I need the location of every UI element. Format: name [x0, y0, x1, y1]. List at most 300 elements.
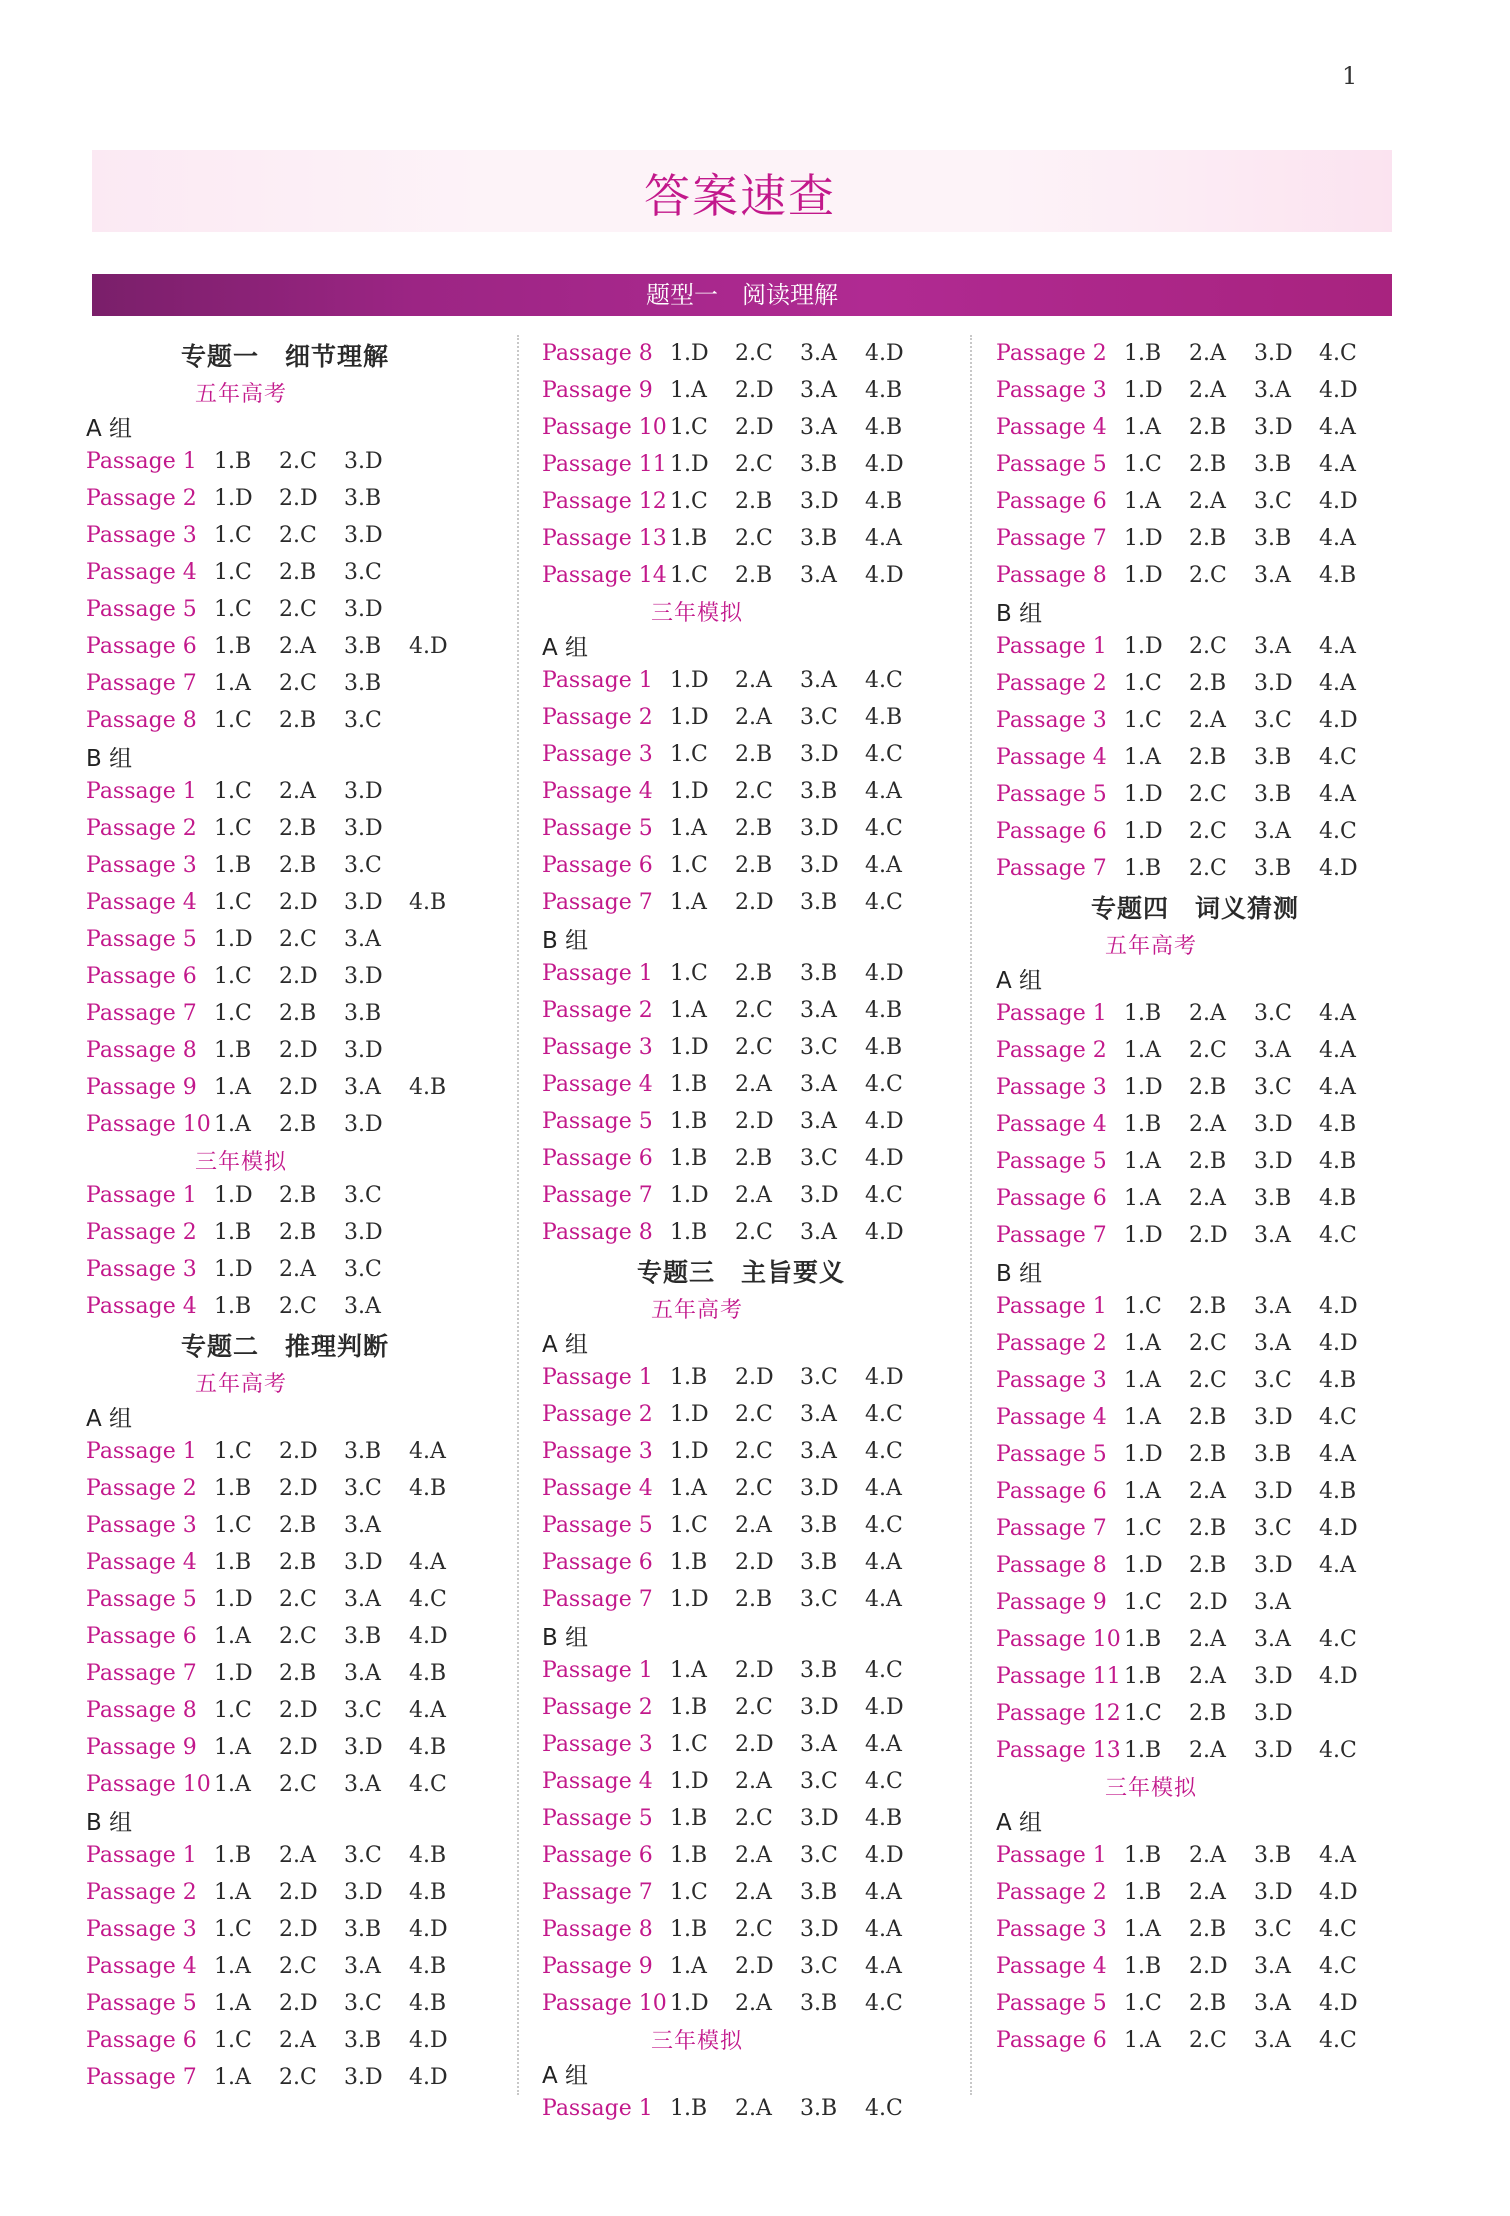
answer: 1.C	[670, 1513, 708, 1538]
answer-row	[996, 1837, 1416, 1874]
answer: 2.C	[735, 779, 773, 804]
passage-name: Passage 6	[996, 2028, 1107, 2053]
answer: 1.C	[214, 1513, 252, 1538]
answer: 1.C	[214, 2028, 252, 2053]
answer: 3.C	[800, 1769, 838, 1794]
answer-row	[86, 1288, 506, 1325]
answer: 3.D	[1254, 1112, 1293, 1137]
answer-row	[996, 1106, 1416, 1143]
answer: 1.C	[1124, 1991, 1162, 2016]
passage-name: Passage 3	[542, 742, 653, 767]
answer-row	[542, 1652, 962, 1689]
answer-row	[996, 1325, 1416, 1362]
answer: 2.D	[735, 1109, 774, 1134]
answer: 3.A	[344, 1294, 381, 1319]
answer: 1.C	[214, 1001, 252, 1026]
column-divider	[970, 335, 972, 2095]
group-label: A 组	[996, 967, 1043, 994]
answer: 2.A	[1189, 1186, 1226, 1211]
answer-row	[86, 921, 506, 958]
passage-name: Passage 9	[86, 1735, 197, 1760]
answer: 2.B	[1189, 526, 1227, 551]
answer: 1.C	[214, 560, 252, 585]
answer: 1.B	[670, 1072, 708, 1097]
answer: 3.A	[1254, 1590, 1291, 1615]
answer: 4.C	[865, 1658, 903, 1683]
answer: 3.A	[1254, 1627, 1291, 1652]
answer: 4.A	[409, 1550, 446, 1575]
answer-row	[542, 699, 962, 736]
answer: 1.C	[670, 742, 708, 767]
answer: 4.B	[409, 1735, 447, 1760]
answer: 3.D	[1254, 1880, 1293, 1905]
answer: 2.B	[735, 1587, 773, 1612]
passage-name: Passage 6	[86, 2028, 197, 2053]
answer: 3.C	[344, 708, 382, 733]
answer: 3.B	[344, 1624, 382, 1649]
passage-name: Passage 6	[86, 964, 197, 989]
answer-row	[86, 1618, 506, 1655]
passage-name: Passage 4	[86, 560, 197, 585]
answer: 2.C	[1189, 2028, 1227, 2053]
answer: 3.A	[1254, 634, 1291, 659]
answer-row	[996, 1436, 1416, 1473]
answer: 2.C	[279, 1587, 317, 1612]
answer: 1.A	[214, 1075, 251, 1100]
answer: 2.D	[279, 486, 318, 511]
answer: 4.C	[865, 1991, 903, 2016]
answer: 4.D	[865, 1843, 904, 1868]
answer: 1.A	[1124, 489, 1161, 514]
passage-name: Passage 1	[86, 1439, 197, 1464]
passage-name: Passage 5	[542, 1513, 653, 1538]
answer: 4.A	[1319, 634, 1356, 659]
answer: 3.A	[800, 378, 837, 403]
answer: 2.D	[735, 415, 774, 440]
answer: 2.C	[279, 927, 317, 952]
answer: 3.A	[344, 1587, 381, 1612]
passage-name: Passage 8	[86, 708, 197, 733]
answer: 3.C	[800, 1843, 838, 1868]
answer: 1.A	[214, 1735, 251, 1760]
answer: 2.C	[1189, 1331, 1227, 1356]
answer-row	[996, 1473, 1416, 1510]
answer-row	[542, 520, 962, 557]
answer-row	[996, 335, 1416, 372]
answer-row	[542, 992, 962, 1029]
answer: 3.A	[800, 1732, 837, 1757]
answer: 2.A	[735, 1843, 772, 1868]
answer-row	[996, 409, 1416, 446]
answer: 1.D	[1124, 1553, 1163, 1578]
answer-row	[542, 446, 962, 483]
answer: 4.B	[409, 1954, 447, 1979]
answer: 1.B	[214, 1294, 252, 1319]
answer: 3.B	[344, 1001, 382, 1026]
passage-name: Passage 4	[86, 1954, 197, 1979]
answer: 3.A	[800, 563, 837, 588]
answer: 2.C	[279, 1954, 317, 1979]
answer-row	[86, 591, 506, 628]
answer-row	[86, 1106, 506, 1143]
answer: 3.A	[344, 1075, 381, 1100]
answer: 3.D	[1254, 1149, 1293, 1174]
answer: 1.B	[1124, 1664, 1162, 1689]
answer: 2.C	[1189, 856, 1227, 881]
answer: 3.A	[344, 1513, 381, 1538]
answer: 2.A	[1189, 341, 1226, 366]
answer: 2.C	[735, 1917, 773, 1942]
answer: 2.A	[1189, 489, 1226, 514]
answer: 4.D	[1319, 708, 1358, 733]
passage-name: Passage 10	[996, 1627, 1121, 1652]
answer-row	[996, 557, 1416, 594]
answer: 2.B	[1189, 1294, 1227, 1319]
answer: 3.C	[1254, 1368, 1292, 1393]
answer-row	[996, 1584, 1416, 1621]
answer: 1.A	[670, 1476, 707, 1501]
answer: 4.A	[1319, 415, 1356, 440]
answer: 4.B	[865, 705, 903, 730]
answer-column-3	[996, 335, 1416, 2059]
answer: 4.D	[409, 634, 448, 659]
answer: 3.D	[344, 449, 383, 474]
answer: 4.B	[1319, 1368, 1357, 1393]
answer: 1.C	[214, 597, 252, 622]
passage-name: Passage 7	[542, 1587, 653, 1612]
answer: 1.D	[670, 1769, 709, 1794]
answer: 1.C	[670, 489, 708, 514]
answer: 4.D	[865, 341, 904, 366]
answer: 1.A	[214, 1624, 251, 1649]
answer: 2.D	[279, 1735, 318, 1760]
section-header: 题型一 阅读理解	[92, 274, 1392, 316]
answer-row	[996, 2022, 1416, 2059]
answer-row	[86, 1985, 506, 2022]
group-label: A 组	[542, 634, 589, 661]
answer: 3.D	[344, 779, 383, 804]
answer-row	[86, 1214, 506, 1251]
answer: 4.D	[1319, 1880, 1358, 1905]
answer: 3.D	[344, 890, 383, 915]
answer: 3.C	[1254, 1516, 1292, 1541]
answer: 4.B	[1319, 1186, 1357, 1211]
answer-row	[86, 1948, 506, 1985]
passage-name: Passage 2	[996, 1880, 1107, 1905]
answer: 4.B	[1319, 1149, 1357, 1174]
answer: 1.B	[1124, 1954, 1162, 1979]
answer: 3.A	[800, 415, 837, 440]
passage-name: Passage 4	[86, 1550, 197, 1575]
answer: 3.B	[800, 779, 838, 804]
answer-row	[996, 850, 1416, 887]
answer: 1.A	[670, 998, 707, 1023]
passage-name: Passage 4	[86, 1294, 197, 1319]
answer: 2.B	[1189, 1553, 1227, 1578]
answer: 4.B	[865, 998, 903, 1023]
answer: 3.D	[800, 1806, 839, 1831]
answer: 3.B	[800, 1991, 838, 2016]
answer: 1.C	[670, 853, 708, 878]
answer: 1.C	[1124, 1701, 1162, 1726]
passage-name: Passage 2	[86, 1476, 197, 1501]
answer-row	[86, 1655, 506, 1692]
answer: 2.D	[735, 378, 774, 403]
passage-name: Passage 8	[542, 1917, 653, 1942]
answer-row	[996, 1143, 1416, 1180]
answer: 4.C	[865, 890, 903, 915]
subsection-heading: 三年模拟	[1104, 1775, 1197, 1801]
answer: 3.D	[344, 1220, 383, 1245]
answer: 3.A	[1254, 1954, 1291, 1979]
answer: 4.C	[1319, 1405, 1357, 1430]
answer: 2.A	[735, 668, 772, 693]
answer-row	[542, 1359, 962, 1396]
passage-name: Passage 8	[996, 563, 1107, 588]
answer: 1.A	[214, 1112, 251, 1137]
answer-row	[542, 2090, 962, 2127]
answer: 3.B	[1254, 526, 1292, 551]
passage-name: Passage 9	[542, 1954, 653, 1979]
answer: 1.B	[1124, 1843, 1162, 1868]
answer-row	[542, 1140, 962, 1177]
passage-name: Passage 11	[542, 452, 667, 477]
answer: 3.A	[1254, 1038, 1291, 1063]
answer: 3.D	[344, 1550, 383, 1575]
answer: 4.B	[409, 1880, 447, 1905]
answer: 3.B	[1254, 782, 1292, 807]
answer-row	[542, 1396, 962, 1433]
answer: 1.A	[670, 816, 707, 841]
answer: 1.D	[670, 1587, 709, 1612]
passage-name: Passage 2	[542, 705, 653, 730]
subsection-heading: 五年高考	[194, 1371, 287, 1397]
answer: 3.B	[344, 634, 382, 659]
answer-row	[542, 662, 962, 699]
answer: 4.A	[1319, 1843, 1356, 1868]
answer: 3.D	[344, 1880, 383, 1905]
answer: 1.D	[1124, 378, 1163, 403]
answer: 2.D	[279, 890, 318, 915]
answer: 2.B	[1189, 1516, 1227, 1541]
answer: 4.C	[1319, 1223, 1357, 1248]
answer: 1.B	[1124, 341, 1162, 366]
passage-name: Passage 7	[996, 1516, 1107, 1541]
answer: 4.A	[865, 1550, 902, 1575]
answer: 3.D	[1254, 1405, 1293, 1430]
answer: 4.A	[1319, 452, 1356, 477]
answer: 1.C	[670, 415, 708, 440]
passage-name: Passage 5	[542, 1109, 653, 1134]
answer: 3.D	[344, 597, 383, 622]
passage-name: Passage 4	[996, 1112, 1107, 1137]
answer: 2.D	[1189, 1590, 1228, 1615]
answer: 1.D	[1124, 1223, 1163, 1248]
answer: 4.D	[865, 1695, 904, 1720]
answer: 2.A	[735, 1880, 772, 1905]
passage-name: Passage 4	[542, 1769, 653, 1794]
answer-row	[86, 1766, 506, 1803]
answer-row	[86, 443, 506, 480]
answer: 4.A	[409, 1439, 446, 1464]
answer: 2.C	[735, 1476, 773, 1501]
subsection-heading: 三年模拟	[650, 600, 743, 626]
answer: 3.B	[1254, 452, 1292, 477]
answer: 3.A	[344, 927, 381, 952]
answer: 4.D	[865, 563, 904, 588]
answer: 1.B	[670, 1109, 708, 1134]
answer: 1.A	[1124, 1479, 1161, 1504]
passage-name: Passage 1	[86, 1843, 197, 1868]
passage-name: Passage 7	[86, 1001, 197, 1026]
answer: 3.D	[1254, 1553, 1293, 1578]
answer: 4.D	[409, 2065, 448, 2090]
answer: 1.D	[214, 486, 253, 511]
answer: 4.A	[1319, 1553, 1356, 1578]
passage-name: Passage 4	[542, 1476, 653, 1501]
answer: 1.D	[670, 1439, 709, 1464]
answer: 4.A	[1319, 1001, 1356, 1026]
answer-row	[542, 409, 962, 446]
passage-name: Passage 6	[542, 1843, 653, 1868]
answer: 3.C	[1254, 1001, 1292, 1026]
answer: 2.C	[279, 1624, 317, 1649]
answer: 4.D	[865, 961, 904, 986]
answer: 2.B	[1189, 1701, 1227, 1726]
answer: 3.B	[800, 526, 838, 551]
passage-name: Passage 1	[996, 1294, 1107, 1319]
answer: 4.C	[865, 1513, 903, 1538]
passage-name: Passage 3	[86, 1257, 197, 1282]
answer: 1.D	[214, 1661, 253, 1686]
answer: 4.A	[1319, 526, 1356, 551]
answer: 2.C	[735, 1695, 773, 1720]
answer: 1.D	[670, 452, 709, 477]
answer-row	[996, 1288, 1416, 1325]
passage-name: Passage 7	[996, 1223, 1107, 1248]
answer: 2.D	[1189, 1223, 1228, 1248]
answer: 4.B	[1319, 1479, 1357, 1504]
answer: 2.C	[279, 449, 317, 474]
passage-name: Passage 10	[86, 1772, 211, 1797]
answer: 2.B	[1189, 1149, 1227, 1174]
answer: 3.C	[800, 1365, 838, 1390]
passage-name: Passage 3	[996, 1075, 1107, 1100]
answer-row	[86, 554, 506, 591]
answer: 2.B	[279, 853, 317, 878]
answer-row	[86, 1581, 506, 1618]
answer-row	[86, 1032, 506, 1069]
answer: 2.A	[279, 634, 316, 659]
answer-row	[86, 884, 506, 921]
passage-name: Passage 3	[86, 853, 197, 878]
answer: 2.A	[1189, 1843, 1226, 1868]
answer: 2.A	[1189, 1627, 1226, 1652]
answer: 2.B	[279, 1183, 317, 1208]
answer: 2.D	[279, 1075, 318, 1100]
answer-row	[996, 1217, 1416, 1254]
answer: 1.C	[214, 708, 252, 733]
answer-row	[86, 1544, 506, 1581]
passage-name: Passage 5	[996, 452, 1107, 477]
answer: 4.B	[409, 890, 447, 915]
answer: 3.D	[344, 523, 383, 548]
group-label: A 组	[996, 1809, 1043, 1836]
answer-row	[542, 372, 962, 409]
answer: 3.A	[800, 1439, 837, 1464]
passage-name: Passage 1	[542, 1658, 653, 1683]
answer-row	[542, 1177, 962, 1214]
answer: 2.A	[735, 1769, 772, 1794]
answer-row	[542, 1507, 962, 1544]
answer: 4.B	[1319, 563, 1357, 588]
passage-name: Passage 2	[542, 1695, 653, 1720]
answer: 3.B	[800, 961, 838, 986]
answer: 1.B	[670, 1843, 708, 1868]
answer: 3.A	[800, 341, 837, 366]
answer: 4.C	[865, 668, 903, 693]
answer: 1.B	[214, 1843, 252, 1868]
answer: 1.B	[670, 1695, 708, 1720]
answer: 3.B	[1254, 745, 1292, 770]
answer-row	[996, 1911, 1416, 1948]
topic-heading: 专题一 细节理解	[181, 342, 390, 371]
answer-row	[542, 1800, 962, 1837]
answer: 2.C	[735, 341, 773, 366]
answer-row	[86, 1837, 506, 1874]
answer: 2.C	[735, 998, 773, 1023]
answer: 4.C	[409, 1587, 447, 1612]
answer-row	[996, 1069, 1416, 1106]
answer: 2.A	[1189, 708, 1226, 733]
passage-name: Passage 2	[996, 341, 1107, 366]
answer: 4.C	[865, 1183, 903, 1208]
answer-row	[996, 372, 1416, 409]
passage-name: Passage 6	[996, 1479, 1107, 1504]
answer: 1.A	[1124, 415, 1161, 440]
answer-row	[86, 1874, 506, 1911]
answer: 4.D	[1319, 489, 1358, 514]
answer: 2.B	[735, 853, 773, 878]
answer: 1.D	[214, 927, 253, 952]
answer-row	[542, 1911, 962, 1948]
answer-row	[86, 1177, 506, 1214]
answer: 2.A	[1189, 1738, 1226, 1763]
answer-row	[996, 1732, 1416, 1769]
answer: 2.B	[279, 1220, 317, 1245]
passage-name: Passage 6	[542, 1550, 653, 1575]
passage-name: Passage 7	[542, 1183, 653, 1208]
answer: 4.C	[1319, 819, 1357, 844]
group-label: B 组	[86, 745, 133, 772]
answer: 2.C	[735, 1035, 773, 1060]
answer-row	[86, 847, 506, 884]
passage-name: Passage 2	[996, 1331, 1107, 1356]
answer: 1.D	[670, 1183, 709, 1208]
answer-row	[996, 1547, 1416, 1584]
answer: 3.D	[344, 1112, 383, 1137]
answer: 2.C	[735, 1402, 773, 1427]
subsection-heading: 三年模拟	[194, 1149, 287, 1175]
answer: 4.A	[1319, 782, 1356, 807]
answer: 3.B	[800, 1658, 838, 1683]
answer: 2.C	[735, 1439, 773, 1464]
answer: 3.B	[800, 890, 838, 915]
answer: 1.A	[1124, 1368, 1161, 1393]
answer-row	[996, 776, 1416, 813]
answer-row	[996, 628, 1416, 665]
answer: 1.A	[214, 2065, 251, 2090]
